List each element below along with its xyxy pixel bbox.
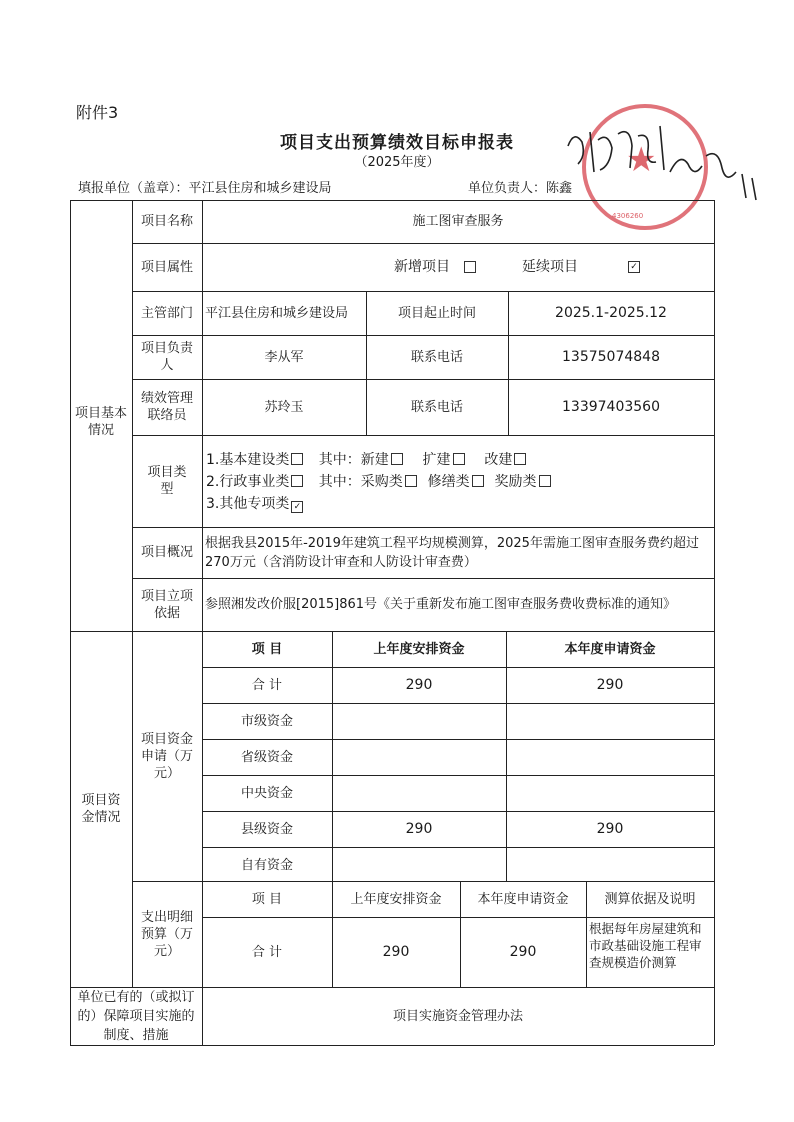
- apply-label: 项目资金申请（万元）: [140, 731, 193, 781]
- attr-continue-checkbox[interactable]: ✓: [628, 261, 640, 273]
- form-year: （2025年度）: [354, 155, 440, 170]
- type-repair-checkbox[interactable]: [472, 475, 484, 487]
- dept-value: 平江县住房和城乡建设局: [205, 305, 349, 321]
- owner-phone-value: 13575074848: [562, 348, 660, 365]
- attr-new-checkbox[interactable]: [464, 261, 476, 273]
- type-reward: 奖励类: [494, 474, 537, 490]
- unit-leader: 单位负责人：陈鑫: [468, 181, 573, 196]
- fund-row-label: 合 计: [251, 677, 283, 693]
- grid-line: [70, 1045, 714, 1046]
- overview-label: 项目概况: [140, 545, 193, 560]
- type-administrative: 2.行政事业类: [206, 474, 290, 490]
- overview-value: 根据我县2015年-2019年建筑工程平均规模测算，2025年需施工图审查服务费约超过270万元（含消防设计审查和人防设计审查费）: [205, 535, 699, 570]
- type-new-checkbox[interactable]: [391, 453, 403, 465]
- detail-basis-value: 根据每年房屋建筑和市政基础设施工程审查规模造价测算: [589, 921, 702, 970]
- type-other-special: 3.其他专项类: [206, 496, 290, 512]
- fund-row-last: 290: [405, 676, 433, 693]
- fund-row-last: [332, 775, 506, 811]
- type-renovation: 改建: [484, 452, 513, 468]
- type-row-3: [206, 493, 710, 515]
- detail-label: 支出明细预算（万元）: [140, 909, 193, 959]
- basis-value: 参照湘发改价服[2015]861号《关于重新发布施工图审查服务费收费标准的通知》: [205, 597, 677, 612]
- grid-line: [714, 200, 715, 1045]
- detail-col-this: 本年度申请资金: [477, 891, 569, 907]
- basic-section-label: 项目基本情况: [74, 406, 127, 438]
- detail-col-basis: 测算依据及说明: [604, 891, 696, 907]
- seal-star-icon: ★: [626, 140, 657, 180]
- type-expansion: 扩建: [422, 452, 451, 468]
- type-repair: 修缮类: [427, 474, 470, 490]
- funds-section-label: 项目资金情况: [81, 793, 121, 825]
- type-procurement: 其中：采购类: [318, 474, 403, 490]
- detail-this-value: 290: [509, 943, 537, 960]
- fund-row-label: 省级资金: [240, 749, 293, 765]
- fund-row-this: 290: [596, 820, 624, 837]
- fund-row-last: [332, 703, 506, 739]
- type-label: 项目类型: [147, 465, 187, 497]
- attachment-label: 附件3: [76, 103, 119, 122]
- handwritten-signature: [560, 112, 770, 212]
- type-admin-checkbox[interactable]: [291, 475, 303, 487]
- fund-row-last: 290: [405, 820, 433, 837]
- reporting-unit: 填报单位（盖章）：平江县住房和城乡建设局: [78, 181, 332, 196]
- period-value: 2025.1-2025.12: [555, 304, 667, 321]
- type-options: [202, 435, 714, 527]
- contact-phone-label: 联系电话: [410, 399, 463, 415]
- contact-label: 绩效管理联络员: [140, 391, 193, 423]
- col-this-header: 本年度申请资金: [564, 641, 656, 657]
- project-name-value: 施工图审查服务: [412, 214, 504, 229]
- detail-col-last: 上年度安排资金: [350, 891, 442, 907]
- fund-row-label: 市级资金: [240, 713, 293, 729]
- col-last-header: 上年度安排资金: [373, 641, 465, 657]
- type-basic-checkbox[interactable]: [291, 453, 303, 465]
- attr-continue-label: 延续项目: [522, 258, 578, 275]
- fund-row-label: 中央资金: [240, 785, 293, 801]
- system-label: 单位已有的（或拟订 的）保障项目实施的制度、措施: [77, 989, 195, 1043]
- fund-row-this: [506, 703, 714, 739]
- fund-row-this: [506, 775, 714, 811]
- fund-row-last: [332, 847, 506, 883]
- form-title: 项目支出预算绩效目标申报表: [280, 133, 514, 153]
- attr-new-label: 新增项目: [394, 258, 450, 275]
- fund-row-this: [506, 739, 714, 775]
- fund-row-this: [506, 847, 714, 883]
- contact-phone-value: 13397403560: [562, 398, 660, 415]
- type-basic-construction: 1.基本建设类: [206, 452, 290, 468]
- type-row-1: [206, 449, 710, 471]
- system-value: 项目实施资金管理办法: [392, 1008, 523, 1024]
- owner-label: 项目负责人: [140, 341, 193, 373]
- detail-col-item: 项 目: [251, 891, 283, 907]
- contact-value: 苏玲玉: [264, 399, 304, 415]
- fund-row-last: [332, 739, 506, 775]
- type-reward-checkbox[interactable]: [539, 475, 551, 487]
- project-attr-label: 项目属性: [140, 259, 193, 275]
- type-renovation-checkbox[interactable]: [514, 453, 526, 465]
- col-item-header: 项 目: [251, 641, 283, 657]
- project-attr-options: [202, 243, 714, 291]
- type-expansion-checkbox[interactable]: [453, 453, 465, 465]
- owner-value: 李从军: [264, 349, 304, 365]
- detail-last-value: 290: [382, 943, 410, 960]
- fund-row-label: 自有资金: [240, 857, 293, 873]
- dept-label: 主管部门: [140, 305, 193, 321]
- fund-row-label: 县级资金: [240, 821, 293, 837]
- type-procurement-checkbox[interactable]: [405, 475, 417, 487]
- basis-label: 项目立项依据: [140, 588, 193, 621]
- detail-total-label: 合 计: [251, 944, 283, 960]
- type-new-build: 其中：新建: [318, 452, 389, 468]
- fund-row-this: 290: [596, 676, 624, 693]
- owner-phone-label: 联系电话: [410, 349, 463, 365]
- seal-code-mark: 4306260: [612, 212, 644, 220]
- project-name-label: 项目名称: [140, 214, 193, 229]
- type-row-2: [206, 471, 710, 493]
- period-label: 项目起止时间: [397, 305, 476, 321]
- type-other-checkbox[interactable]: ✓: [291, 501, 303, 513]
